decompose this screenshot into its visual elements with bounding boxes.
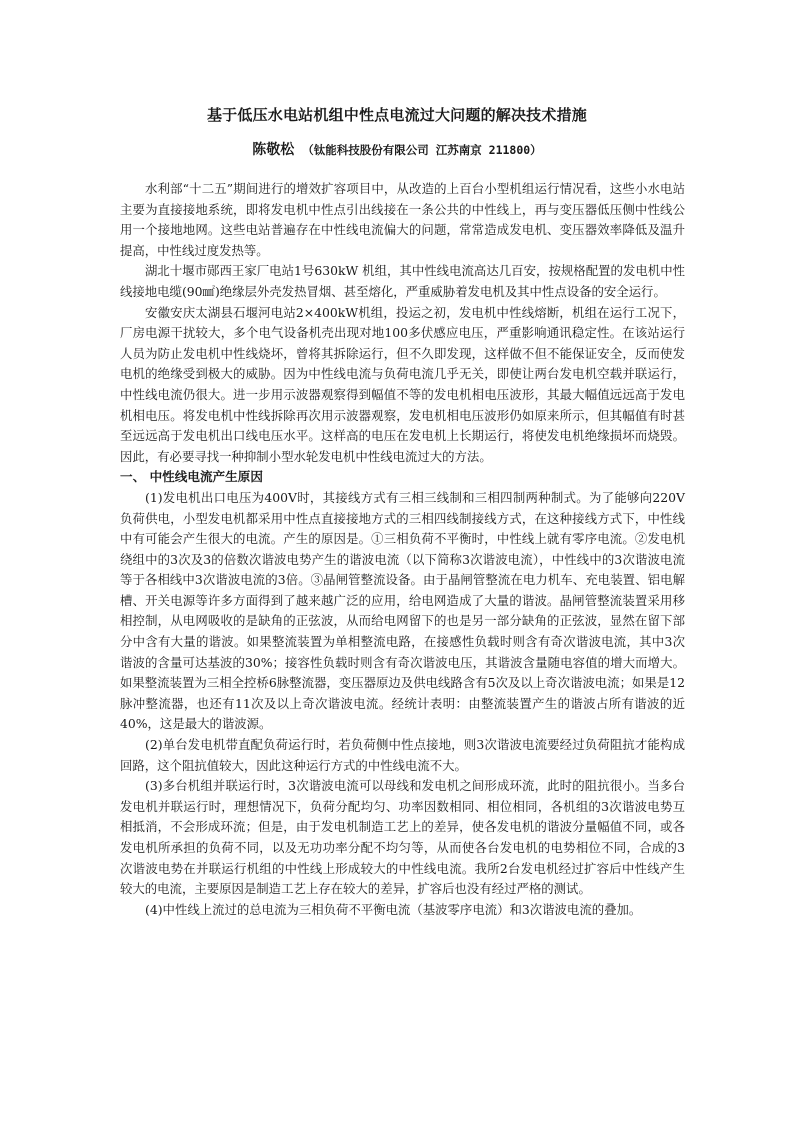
author-affiliation: （钛能科技股份有限公司 江苏南京 211800） — [302, 143, 542, 157]
article-body — [120, 179, 685, 920]
intro-paragraph: 湖北十堰市郧西王家厂电站1号630kW 机组，其中性线电流高达几百安，按规格配置的发电机中性线接地电缆(90㎟)绝缘层外壳发热冒烟、甚至熔化，严重威胁着发电机及其中性点设备的安全运行。 — [120, 263, 685, 299]
section-paragraph: (2)单台发电机带直配负荷运行时，若负荷侧中性点接地，则3次谐波电流要经过负荷阻抗才能构成回路，这个阻抗值较大，因此这种运行方式的中性线电流不大。 — [120, 737, 685, 773]
paper-title: 基于低压水电站机组中性点电流过大问题的解决技术措施 — [206, 106, 587, 124]
intro-paragraph: 水利部“十二五”期间进行的增效扩容项目中，从改造的上百台小型机组运行情况看，这些小水电站主要为直接接地系统，即将发电机中性点引出线接在一条公共的中性线上，再与变压器低压侧中性线公用一个接地地网。这些电站普遍存在中性线电流偏大的问题，常常造成发电机、变压器效率降低及温升提高，中性线过度发热等。 — [120, 181, 685, 258]
section-paragraph: (4)中性线上流过的总电流为三相负荷不平衡电流（基波零序电流）和3次谐波电流的叠加。 — [145, 901, 642, 917]
intro-paragraph: 安徽安庆太湖县石堰河电站2×400kW机组，投运之初，发电机中性线熔断，机组在运行工况下，厂房电源干扰较大，多个电气设备机壳出现对地100多伏感应电压，严重影响通讯稳定性。在该站运行人员为防止发电机中性线烧坏，曾将其拆除运行，但不久即发现，这样做不但不能保证安全，反而使发电机的绝缘受到极大的威胁。因为中性线电流与负荷电流几乎无关，即使让两台发电机空载并联运行，中性线电流仍很大。进一步用示波器观察得到幅值不等的发电机相电压波形，其最大幅值远远高于发电机相电压。将发电机中性线拆除再次用示波器观察，发电机相电压波形仍如原来所示，但其幅值有时甚至远远高于发电机出口线电压水平。这样高的电压在发电机上长期运行，将使发电机绝缘损坏而烧毁。因此，有必要寻找一种抑制小型水轮发电机中性线电流过大的方法。 — [120, 304, 685, 464]
byline — [0, 139, 794, 159]
section-paragraph: (1)发电机出口电压为400V时，其接线方式有三相三线制和三相四制两种制式。为了能够向220V负荷供电，小型发电机都采用中性点直接接地方式的三相四线制接线方式，在这种接线方式下，中性线中有可能会产生很大的电流。产生的原因是。①三相负荷不平衡时，中性线上就有零序电流。②发电机绕组中的3次及3的倍数次谐波电势产生的谐波电流（以下简称3次谐波电流），中性线中的3次谐波电流等于各相线中3次谐波电流的3倍。③晶闸管整流设备。由于晶闸管整流在电力机车、充电装置、铝电解槽、开关电源等许多方面得到了越来越广泛的应用，给电网造成了大量的谐波。晶闸管整流装置采用移相控制，从电网吸收的是缺角的正弦波，从而给电网留下的也是另一部分缺角的正弦波，显然在留下部分中含有大量的谐波。如果整流装置为单相整流电路，在接感性负载时则含有奇次谐波电流，其中3次谐波的含量可达基波的30%；接容性负载时则含有奇次谐波电压，其谐波含量随电容值的增大而增大。如果整流装置为三相全控桥6脉整流器，变压器原边及供电线路含有5次及以上奇次谐波电流；如果是12脉冲整流器，也还有11次及以上奇次谐波电流。经统计表明：由整流装置产生的谐波占所有谐波的近40%，这是最大的谐波源。 — [120, 489, 685, 732]
section-heading: 一、 中性线电流产生原因 — [120, 469, 263, 485]
author-name: 陈敬松 — [252, 142, 295, 158]
section-paragraph: (3)多台机组并联运行时，3次谐波电流可以母线和发电机之间形成环流，此时的阻抗很小。当多台发电机并联运行时，理想情况下，负荷分配均匀、功率因数相同、相位相同，各机组的3次谐波电势互相抵消，不会形成环流；但是，由于发电机制造工艺上的差异，使各发电机的谐波分量幅值不同，或各发电机所承担的负荷不同，以及无功功率分配不均匀等，从而使各台发电机的电势相位不同，合成的3次谐波电势在并联运行机组的中性线上形成较大的中性线电流。我所2台发电机经过扩容后中性线产生较大的电流，主要原因是制造工艺上存在较大的差异，扩容后也没有经过严格的测试。 — [120, 778, 685, 897]
